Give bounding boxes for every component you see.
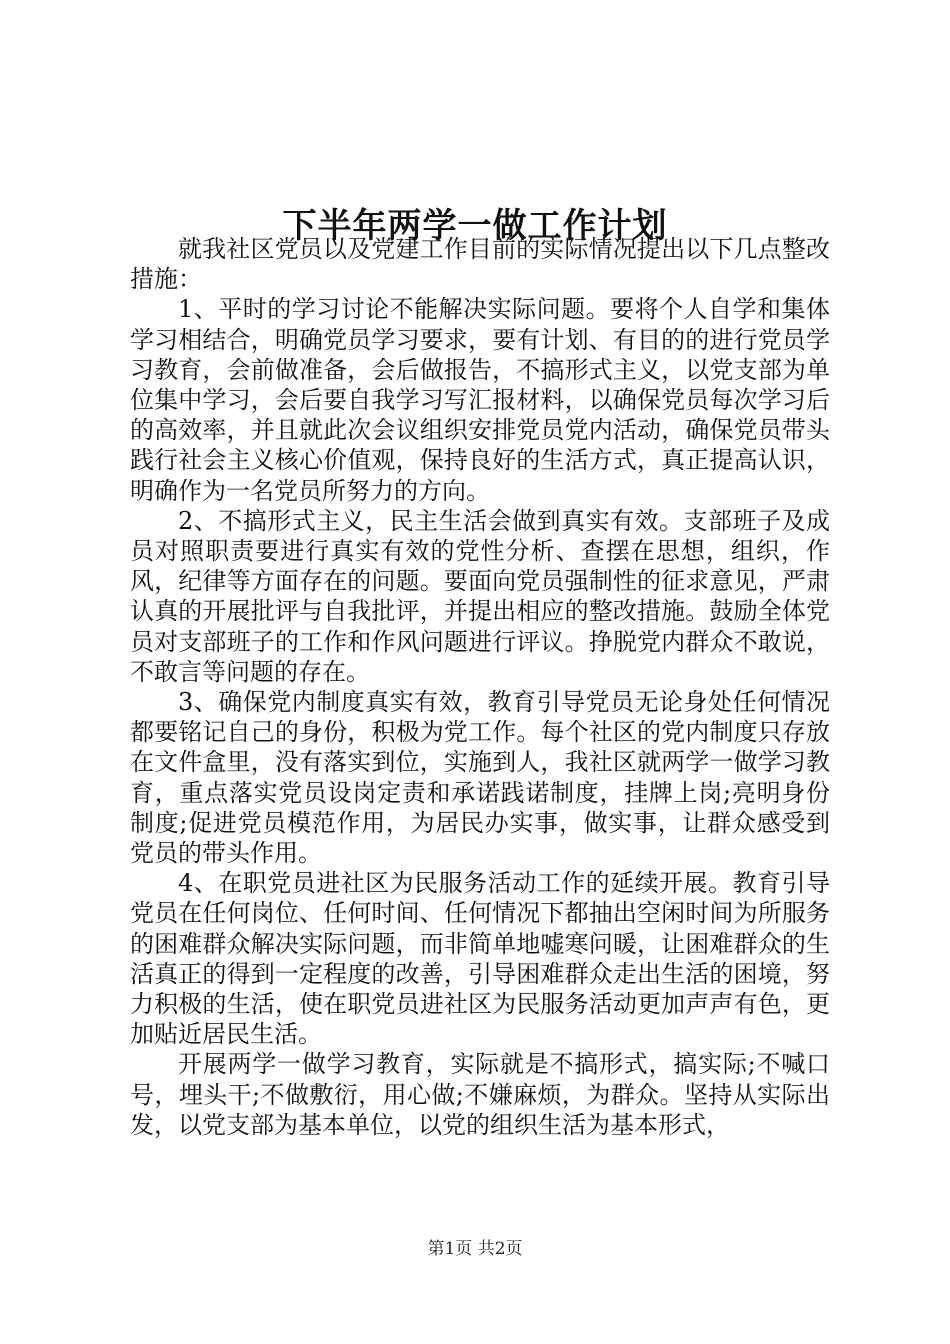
page-number-footer: 第1页 共2页 <box>427 1239 523 1259</box>
paragraph-item-3: 3、确保党内制度真实有效，教育引导党员无论身处任何情况都要铭记自己的身份，积极为党工作。每个社区的党内制度只存放在文件盒里，没有落实到位，实施到人，我社区就两学一做学习教育，重点落实党员设岗定责和承诺践诺制度，挂牌上岗;亮明身份制度;促进党员模范作用，为居民办实事，做实事，让群众感受到党员的带头作用。 <box>130 688 830 868</box>
document-body <box>130 234 830 1140</box>
paragraph-conclusion: 开展两学一做学习教育，实际就是不搞形式，搞实际;不喊口号，埋头干;不做敷衍，用心做;不嫌麻烦，为群众。坚持从实际出发，以党支部为基本单位，以党的组织生活为基本形式， <box>130 1050 830 1139</box>
paragraph-item-4: 4、在职党员进社区为民服务活动工作的延续开展。教育引导党员在任何岗位、任何时间、任何情况下都抽出空闲时间为所服务的困难群众解决实际问题，而非简单地嘘寒问暖，让困难群众的生活真正的得到一定程度的改善，引导困难群众走出生活的困境，努力积极的生活，使在职党员进社区为民服务活动更加声声有色，更加贴近居民生活。 <box>130 869 830 1049</box>
paragraph-item-2: 2、不搞形式主义，民主生活会做到真实有效。支部班子及成员对照职责要进行真实有效的党性分析、查摆在思想，组织，作风，纪律等方面存在的问题。要面向党员强制性的征求意见，严肃认真的开展批评与自我批评，并提出相应的整改措施。鼓励全体党员对支部班子的工作和作风问题进行评议。挣脱党内群众不敢说，不敢言等问题的存在。 <box>130 506 830 686</box>
document-title: 下半年两学一做工作计划 <box>282 205 668 246</box>
paragraph-intro: 就我社区党员以及党建工作目前的实际情况提出以下几点整改措施： <box>130 235 830 294</box>
paragraph-item-1: 1、平时的学习讨论不能解决实际问题。要将个人自学和集体学习相结合，明确党员学习要求，要有计划、有目的的进行党员学习教育，会前做准备，会后做报告，不搞形式主义，以党支部为单位集中学习，会后要自我学习写汇报材料，以确保党员每次学习后的高效率，并且就此次会议组织安排党员党内活动，确保党员带头践行社会主义核心价值观，保持良好的生活方式，真正提高认识，明确作为一名党员所努力的方向。 <box>130 295 830 505</box>
